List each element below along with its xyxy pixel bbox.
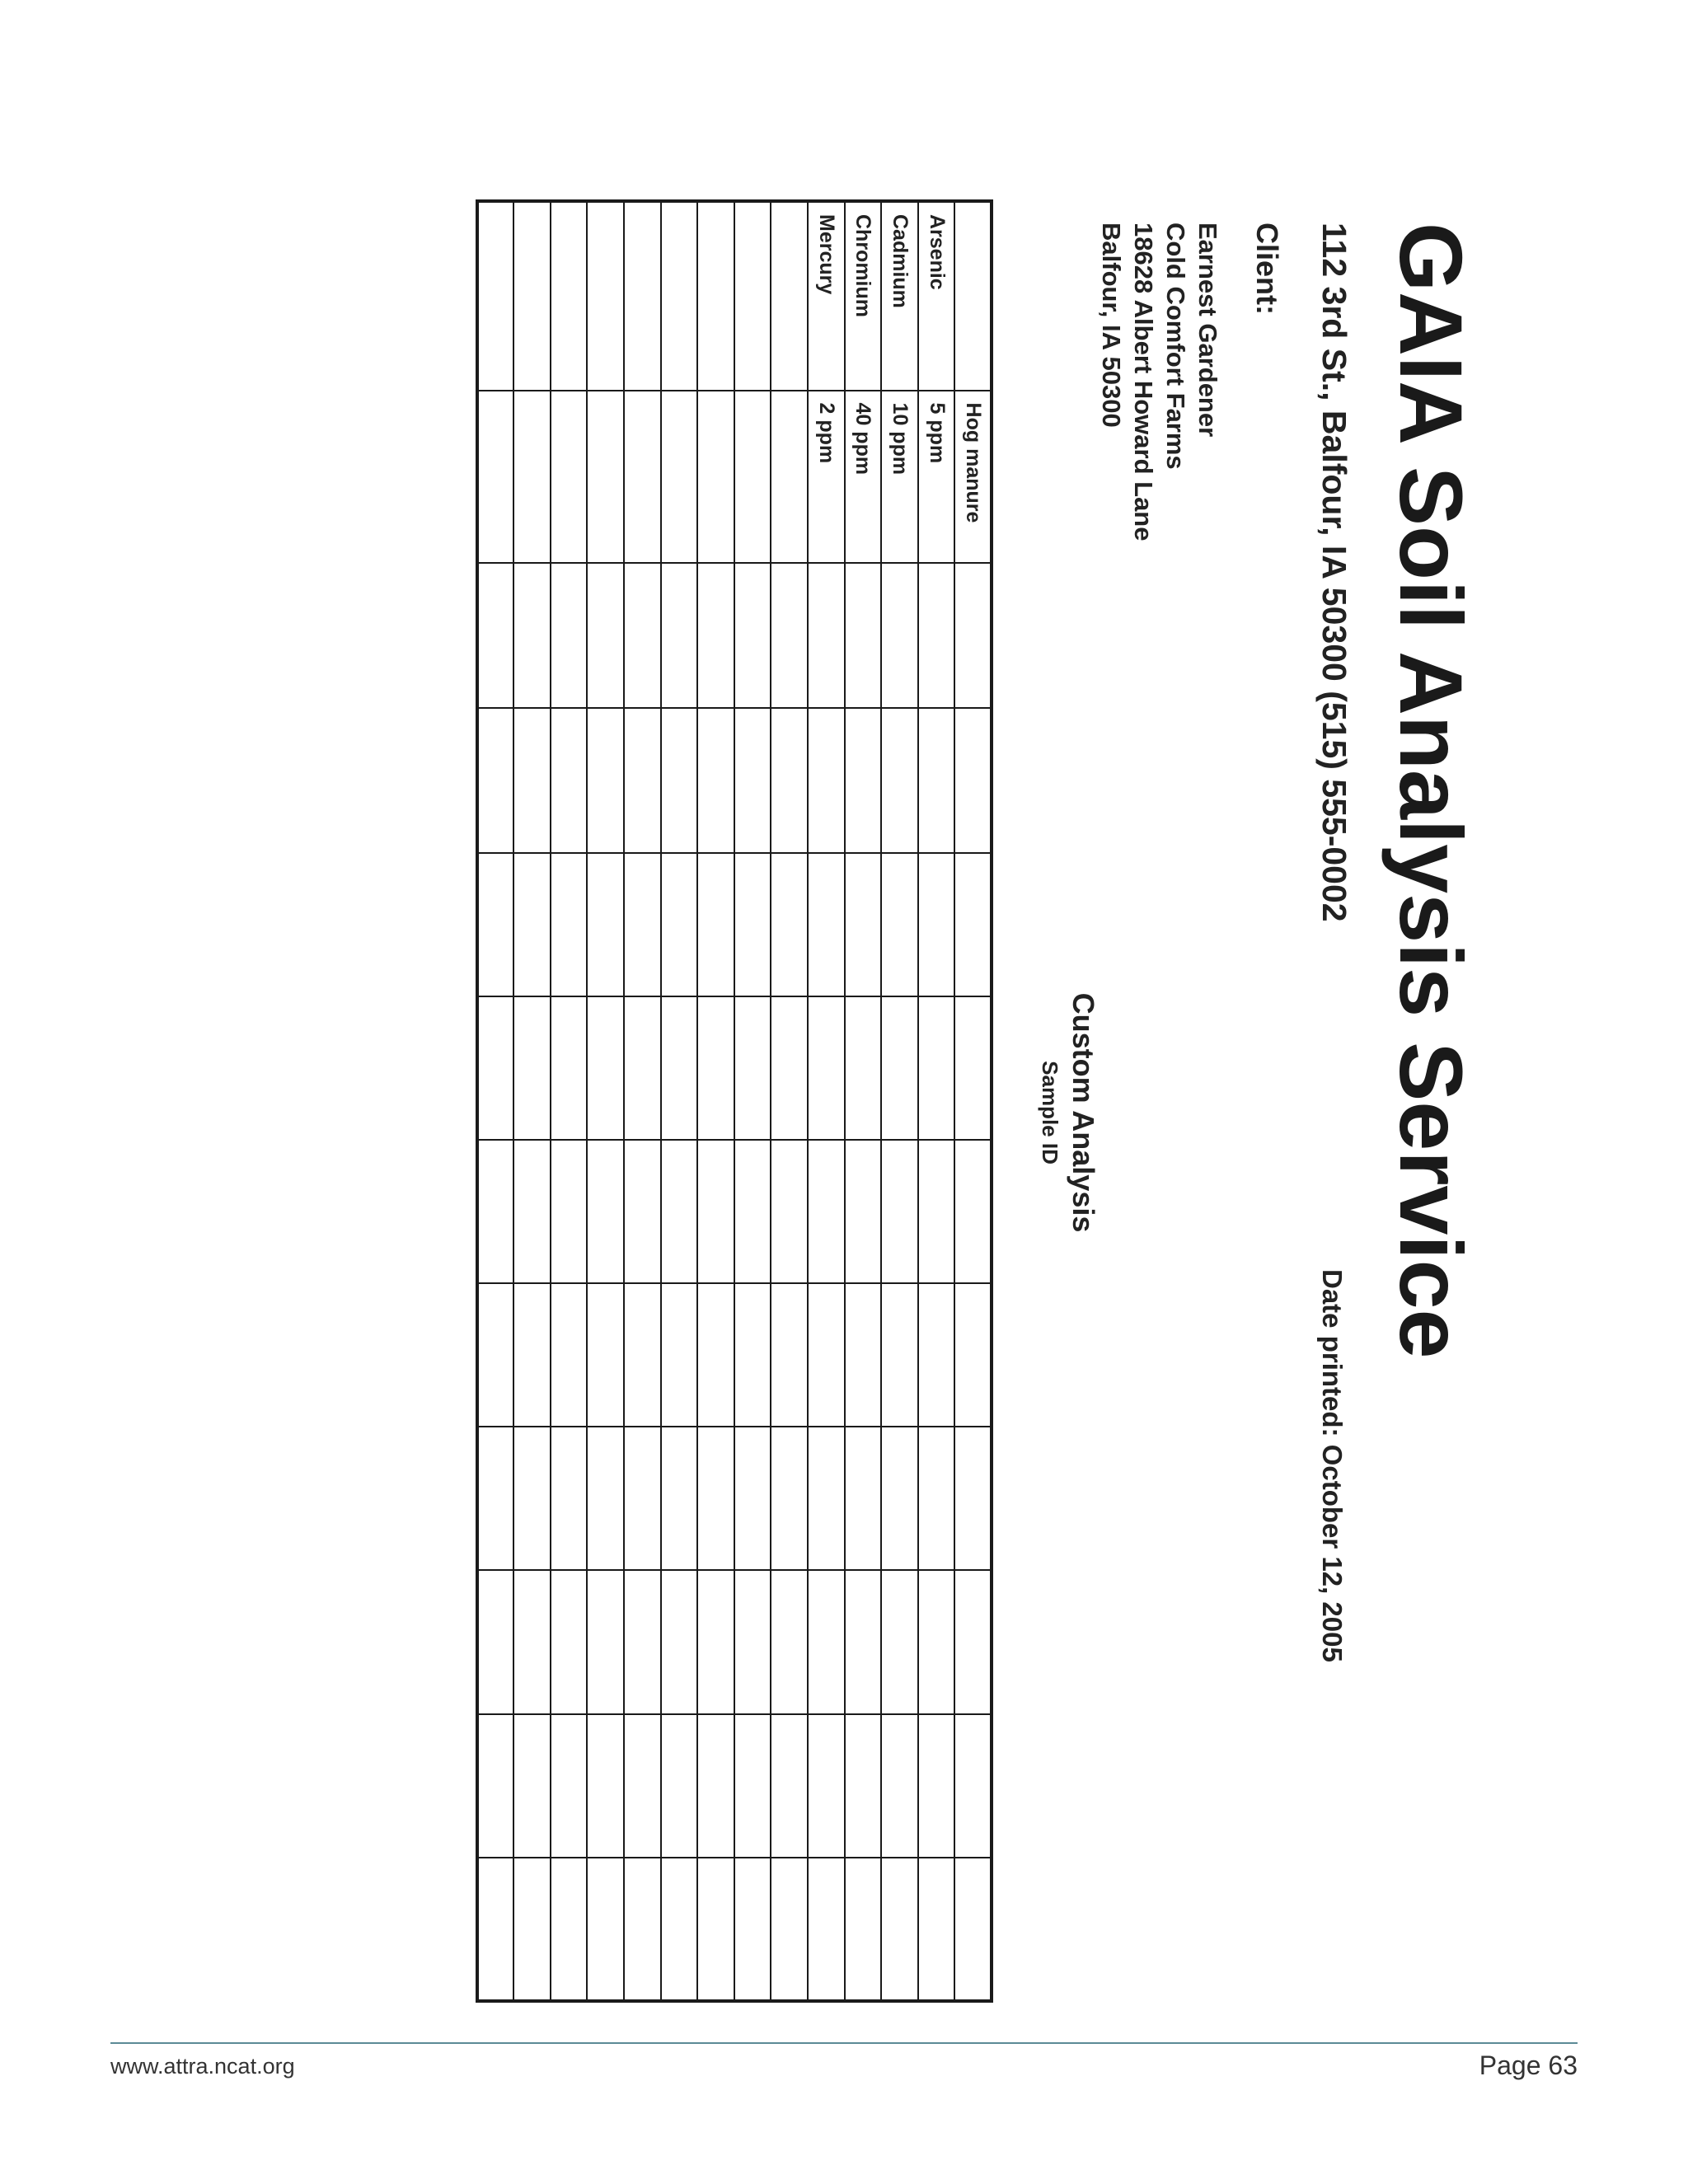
table-cell <box>881 563 918 708</box>
table-cell <box>551 1858 588 2001</box>
table-cell <box>881 708 918 853</box>
table-row <box>697 201 734 2001</box>
custom-analysis-header <box>1037 190 1100 2003</box>
table-cell: Arsenic <box>918 201 955 391</box>
table-row <box>845 201 882 2001</box>
table-cell <box>513 853 551 996</box>
table-cell <box>477 201 514 391</box>
table-cell <box>881 996 918 1140</box>
table-cell <box>513 1140 551 1283</box>
table-cell <box>661 708 698 853</box>
custom-analysis-table <box>476 199 993 2003</box>
table-cell <box>513 708 551 853</box>
table-cell <box>513 201 551 391</box>
table-cell <box>587 996 624 1140</box>
table-cell <box>771 1570 808 1713</box>
table-cell <box>697 201 734 391</box>
table-cell <box>697 563 734 708</box>
table-cell <box>661 391 698 563</box>
table-cell <box>513 1858 551 2001</box>
table-cell <box>624 563 661 708</box>
table-cell: 40 ppm <box>845 391 882 563</box>
table-cell <box>881 1283 918 1427</box>
table-cell <box>954 1140 992 1283</box>
table-cell <box>587 563 624 708</box>
table-cell <box>697 1283 734 1427</box>
client-line: 18628 Albert Howard Lane <box>1129 223 1158 541</box>
table-cell <box>771 1140 808 1283</box>
table-cell <box>661 1714 698 1858</box>
table-cell: 5 ppm <box>918 391 955 563</box>
table-row <box>551 201 588 2001</box>
table-cell <box>808 1858 845 2001</box>
table-cell <box>771 563 808 708</box>
footer-divider <box>110 2042 1578 2044</box>
table-cell <box>734 708 771 853</box>
table-cell <box>808 996 845 1140</box>
table-cell <box>845 1140 882 1283</box>
table-cell <box>477 391 514 563</box>
table-cell <box>881 1427 918 1570</box>
table-cell <box>551 996 588 1140</box>
table-cell <box>477 563 514 708</box>
table-cell <box>661 1140 698 1283</box>
table-cell <box>808 1427 845 1570</box>
table-cell <box>808 1714 845 1858</box>
table-cell: 10 ppm <box>881 391 918 563</box>
table-cell <box>808 1570 845 1713</box>
table-cell <box>918 1714 955 1858</box>
table-cell <box>661 1858 698 2001</box>
lab-address: 112 3rd St., Balfour, IA 50300 (515) 555-0002 <box>1315 223 1353 922</box>
client-line: Earnest Gardener <box>1193 223 1222 438</box>
custom-analysis-heading: Custom Analysis <box>1067 992 1100 1233</box>
table-cell <box>881 1570 918 1713</box>
table-cell <box>954 1858 992 2001</box>
table-cell <box>624 708 661 853</box>
table-cell <box>551 1714 588 1858</box>
table-cell <box>513 391 551 563</box>
table-cell <box>661 1283 698 1427</box>
table-cell <box>624 1858 661 2001</box>
rotated-soil-report <box>404 190 1481 2003</box>
table-cell <box>587 1140 624 1283</box>
table-cell <box>918 708 955 853</box>
table-cell <box>551 1140 588 1283</box>
table-cell <box>661 563 698 708</box>
table-cell <box>918 996 955 1140</box>
table-cell <box>918 853 955 996</box>
table-row <box>771 201 808 2001</box>
table-cell <box>587 1570 624 1713</box>
table-cell <box>661 853 698 996</box>
table-cell <box>918 1570 955 1713</box>
table-cell <box>808 1283 845 1427</box>
table-cell <box>513 996 551 1140</box>
table-cell <box>624 201 661 391</box>
table-cell: Cadmium <box>881 201 918 391</box>
table-cell <box>624 853 661 996</box>
table-cell: Mercury <box>808 201 845 391</box>
table-row <box>513 201 551 2001</box>
table-cell <box>771 996 808 1140</box>
table-cell <box>587 1283 624 1427</box>
client-line: Cold Comfort Farms <box>1161 223 1190 470</box>
table-cell <box>551 201 588 391</box>
table-cell <box>954 201 992 391</box>
table-cell <box>845 1714 882 1858</box>
table-cell <box>734 1283 771 1427</box>
table-cell <box>513 1427 551 1570</box>
table-cell <box>734 1427 771 1570</box>
table-cell <box>477 1858 514 2001</box>
table-cell <box>954 1283 992 1427</box>
table-cell <box>771 1283 808 1427</box>
table-cell <box>954 996 992 1140</box>
table-cell <box>697 708 734 853</box>
table-cell <box>771 1427 808 1570</box>
table-cell <box>513 1283 551 1427</box>
table-cell <box>734 1858 771 2001</box>
table-cell <box>587 1714 624 1858</box>
table-cell <box>954 853 992 996</box>
table-cell <box>954 708 992 853</box>
footer-page-number: Page 63 <box>1479 2050 1578 2080</box>
table-cell: Chromium <box>845 201 882 391</box>
table-cell <box>477 1714 514 1858</box>
table-cell <box>734 1570 771 1713</box>
table-cell <box>918 1140 955 1283</box>
sample-id-label: Sample ID <box>1038 1061 1062 1165</box>
table-cell: Hog manure <box>954 391 992 563</box>
client-address-block <box>1095 223 1224 541</box>
table-cell <box>624 1140 661 1283</box>
table-cell <box>697 996 734 1140</box>
table-cell <box>513 563 551 708</box>
table-cell <box>954 1427 992 1570</box>
client-label: Client: <box>1250 223 1284 315</box>
table-cell <box>477 1140 514 1283</box>
table-cell <box>477 1427 514 1570</box>
table-cell <box>771 391 808 563</box>
table-cell <box>808 563 845 708</box>
table-row <box>661 201 698 2001</box>
table-cell <box>587 1427 624 1570</box>
table-cell <box>845 853 882 996</box>
table-cell <box>734 201 771 391</box>
table-row <box>734 201 771 2001</box>
table-cell <box>845 563 882 708</box>
table-cell <box>881 1858 918 2001</box>
table-cell <box>624 996 661 1140</box>
table-row <box>954 201 992 2001</box>
table-cell <box>513 1714 551 1858</box>
table-cell <box>881 1140 918 1283</box>
table-cell <box>477 853 514 996</box>
table-cell <box>587 708 624 853</box>
table-cell <box>845 1427 882 1570</box>
table-cell <box>771 853 808 996</box>
table-cell <box>771 1858 808 2001</box>
table-cell <box>954 1714 992 1858</box>
table-cell <box>771 201 808 391</box>
footer-website: www.attra.ncat.org <box>110 2054 295 2079</box>
table-row <box>881 201 918 2001</box>
report-title: GAIA Soil Analysis Service <box>1381 223 1481 1359</box>
date-printed: Date printed: October 12, 2005 <box>1317 1269 1348 1662</box>
table-cell <box>697 391 734 563</box>
table-cell <box>661 201 698 391</box>
table-cell <box>954 1570 992 1713</box>
table-cell <box>551 708 588 853</box>
table-cell <box>734 853 771 996</box>
table-cell <box>551 391 588 563</box>
table-cell <box>513 1570 551 1713</box>
table-cell <box>551 1570 588 1713</box>
table-cell <box>734 1140 771 1283</box>
table-cell <box>734 1714 771 1858</box>
table-cell <box>808 1140 845 1283</box>
table-cell <box>845 996 882 1140</box>
table-cell <box>954 563 992 708</box>
table-cell <box>624 1283 661 1427</box>
table-cell <box>734 391 771 563</box>
table-cell <box>697 1427 734 1570</box>
table-cell <box>697 1570 734 1713</box>
table-cell <box>771 708 808 853</box>
table-cell <box>661 1570 698 1713</box>
table-cell <box>661 1427 698 1570</box>
table-cell <box>881 853 918 996</box>
table-cell <box>587 201 624 391</box>
table-cell <box>918 563 955 708</box>
table-cell <box>918 1283 955 1427</box>
table-cell <box>477 1283 514 1427</box>
table-cell <box>918 1858 955 2001</box>
table-row <box>808 201 845 2001</box>
table-cell: 2 ppm <box>808 391 845 563</box>
table-cell <box>624 1427 661 1570</box>
table-cell <box>661 996 698 1140</box>
table-cell <box>551 1283 588 1427</box>
table-cell <box>734 996 771 1140</box>
table-cell <box>697 1714 734 1858</box>
table-cell <box>697 853 734 996</box>
client-line: Balfour, IA 50300 <box>1097 223 1126 428</box>
table-cell <box>551 1427 588 1570</box>
table-cell <box>845 1283 882 1427</box>
table-cell <box>918 1427 955 1570</box>
table-cell <box>734 563 771 708</box>
table-cell <box>624 391 661 563</box>
table-cell <box>771 1714 808 1858</box>
table-cell <box>587 1858 624 2001</box>
table-cell <box>587 853 624 996</box>
table-cell <box>587 391 624 563</box>
table-row <box>624 201 661 2001</box>
table-row <box>918 201 955 2001</box>
table-cell <box>808 853 845 996</box>
table-cell <box>551 853 588 996</box>
table-cell <box>477 996 514 1140</box>
table-row <box>587 201 624 2001</box>
table-cell <box>624 1570 661 1713</box>
table-row <box>477 201 514 2001</box>
table-cell <box>808 708 845 853</box>
table-cell <box>881 1714 918 1858</box>
table-cell <box>697 1858 734 2001</box>
table-cell <box>477 708 514 853</box>
table-cell <box>477 1570 514 1713</box>
table-cell <box>845 1858 882 2001</box>
table-cell <box>624 1714 661 1858</box>
table-cell <box>697 1140 734 1283</box>
table-cell <box>845 1570 882 1713</box>
table-cell <box>551 563 588 708</box>
table-cell <box>845 708 882 853</box>
